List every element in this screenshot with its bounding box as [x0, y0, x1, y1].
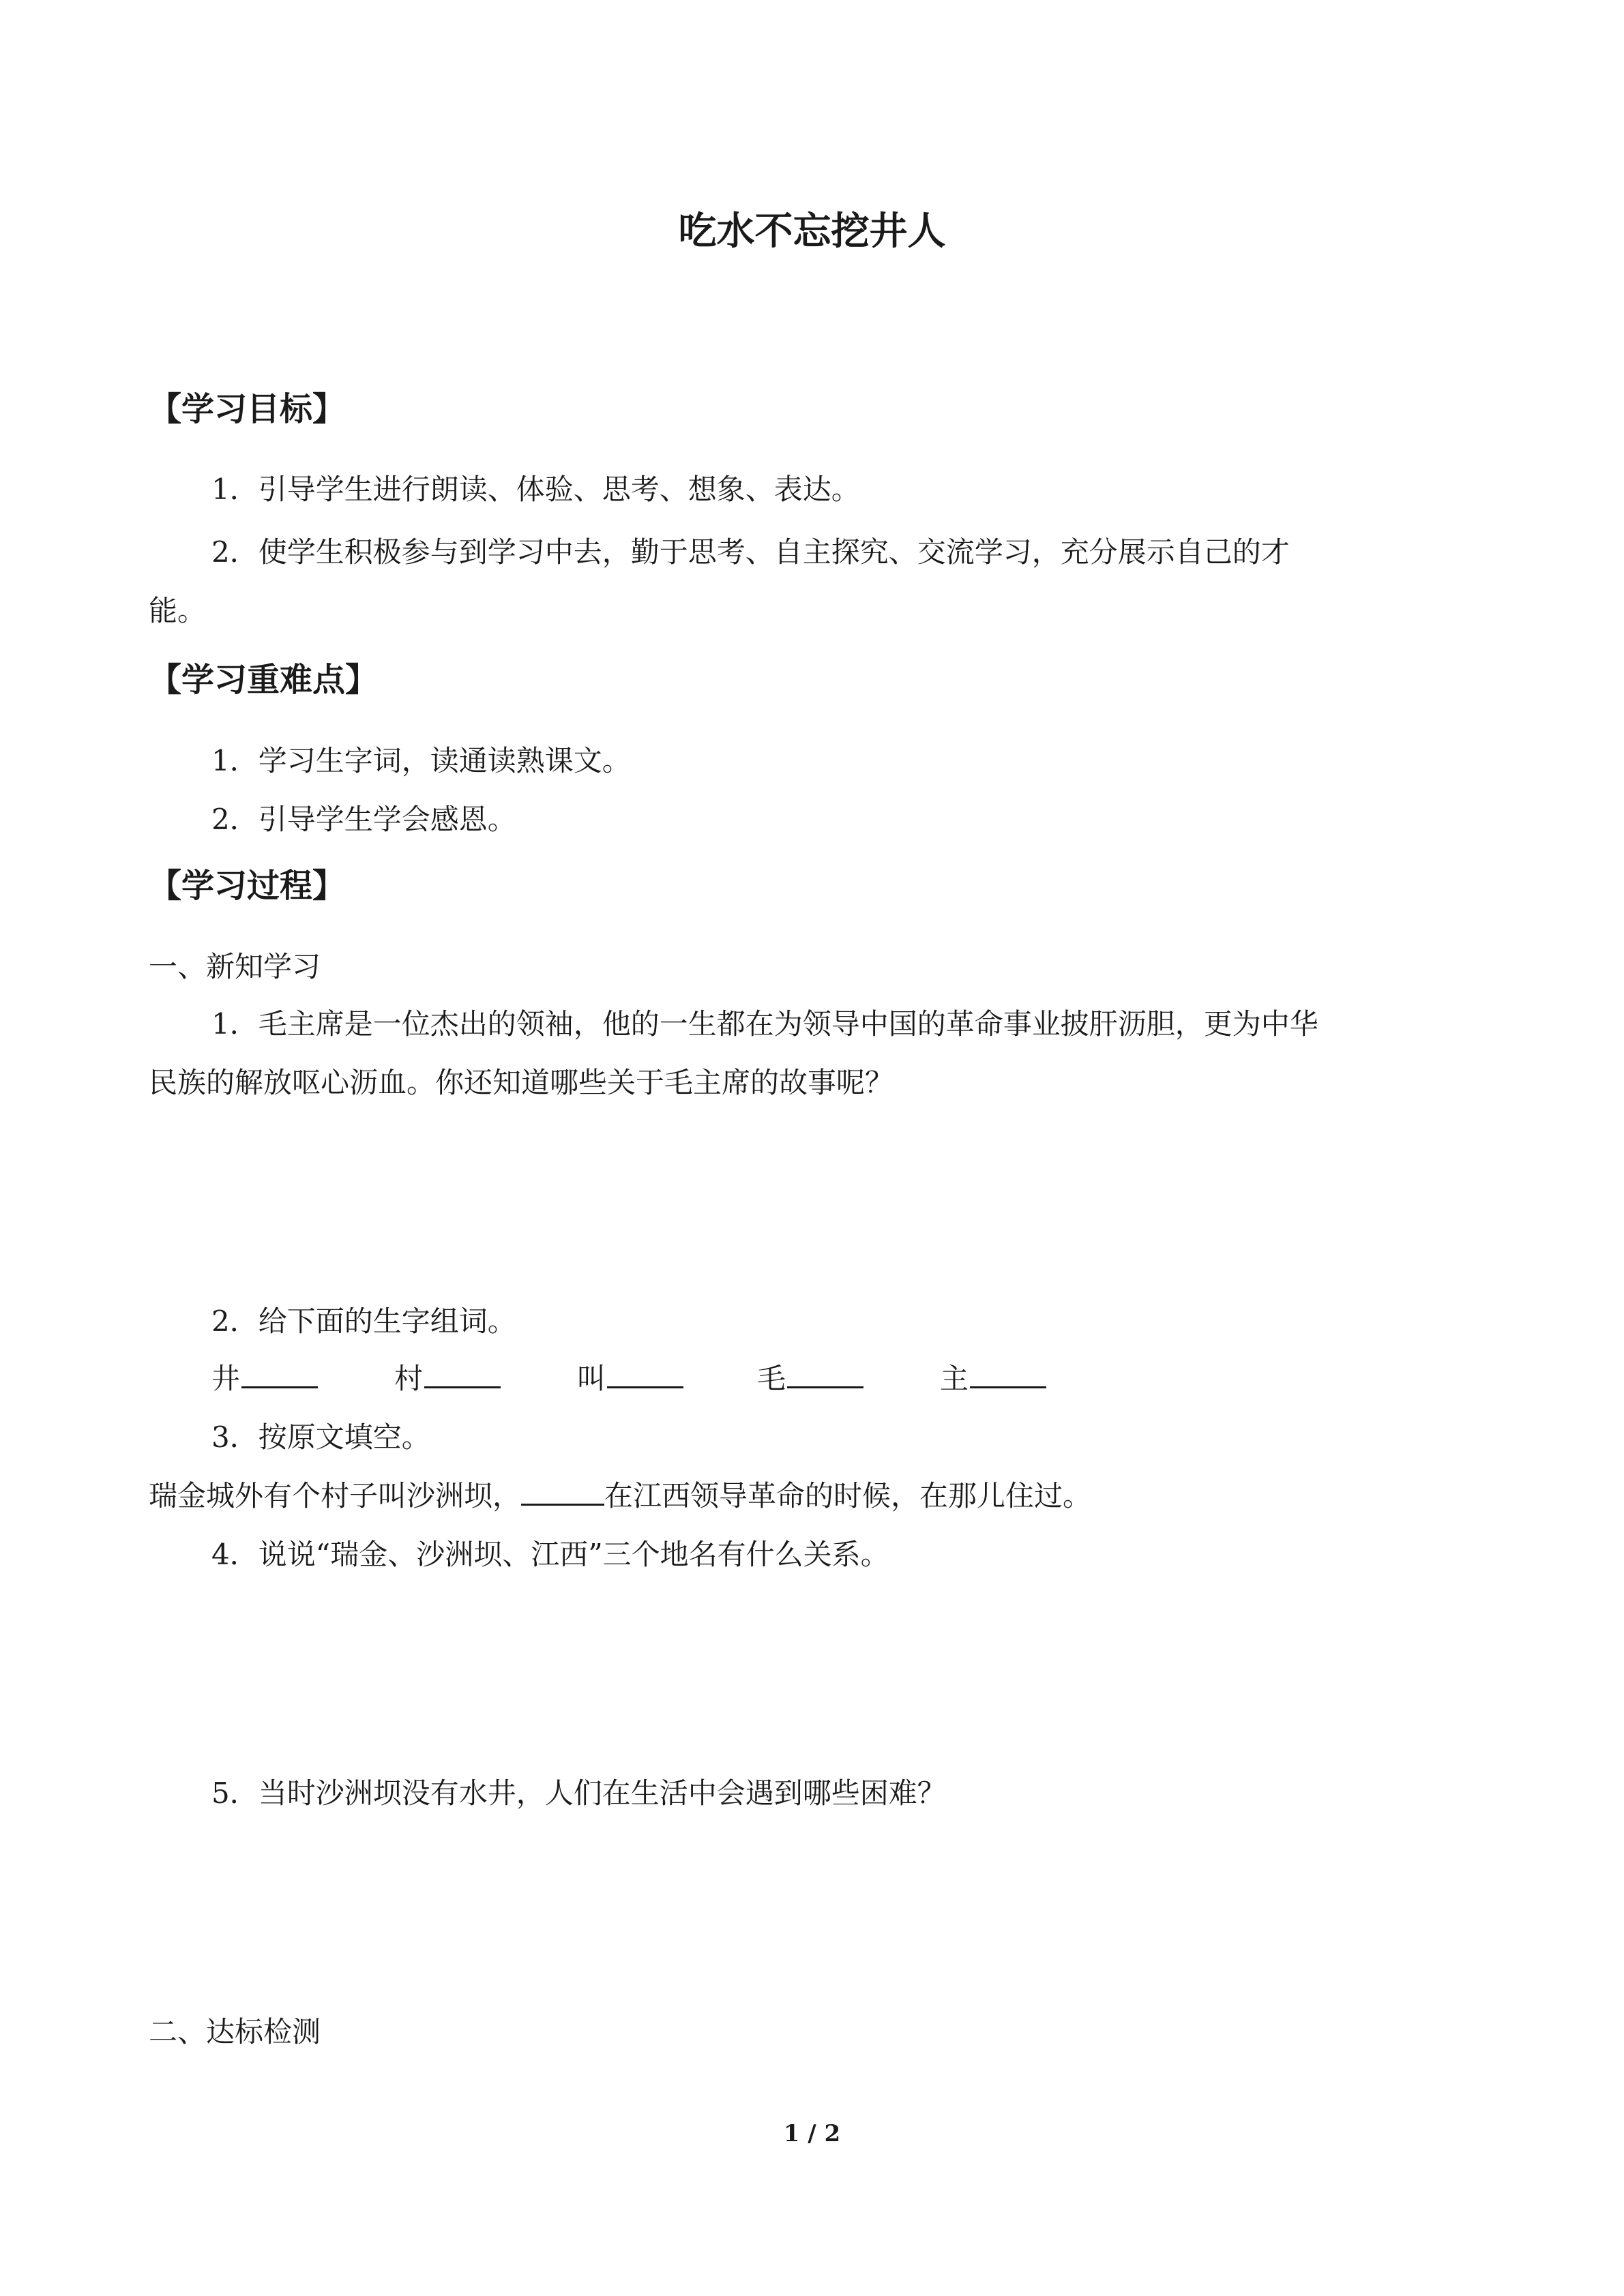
key-point-item-2: 2．引导学生学会感恩。: [211, 803, 516, 836]
word-item-5: [940, 1358, 1046, 1399]
answer-blank[interactable]: [607, 1359, 683, 1388]
objective-item-2-line-2: 能。: [149, 594, 207, 627]
word-char: 叫: [577, 1362, 606, 1395]
fill-blank[interactable]: [521, 1476, 604, 1506]
answer-blank[interactable]: [241, 1359, 318, 1388]
question-3: 3．按原文填空。: [211, 1420, 430, 1454]
process-heading: 【学习过程】: [149, 867, 346, 905]
word-char: 井: [211, 1362, 241, 1395]
question-3-sentence: [149, 1476, 1091, 1517]
word-char: 主: [940, 1362, 969, 1395]
sentence-before-blank: 瑞金城外有个村子叫沙洲坝，: [149, 1479, 522, 1512]
objective-item-1: 1．引导学生进行朗读、体验、思考、想象、表达。: [211, 473, 860, 506]
part1-title: 一、新知学习: [149, 950, 321, 983]
question-2: 2．给下面的生字组词。: [211, 1304, 516, 1338]
word-item-2: [394, 1358, 501, 1399]
word-item-4: [757, 1358, 863, 1399]
page-number: 1 / 2: [783, 2120, 841, 2147]
objective-item-2-line-1: 2．使学生积极参与到学习中去，勤于思考、自主探究、交流学习，充分展示自己的才: [211, 535, 1290, 569]
word-item-3: [577, 1358, 683, 1399]
question-4: 4．说说“瑞金、沙洲坝、江西”三个地名有什么关系。: [211, 1538, 889, 1571]
part2-title: 二、达标检测: [149, 2015, 321, 2048]
answer-blank[interactable]: [787, 1359, 863, 1388]
objectives-heading: 【学习目标】: [149, 390, 346, 428]
question-1-line-1: 1．毛主席是一位杰出的领袖，他的一生都在为领导中国的革命事业披肝沥胆，更为中华: [211, 1007, 1318, 1041]
answer-blank[interactable]: [424, 1359, 501, 1388]
sentence-after-blank: 在江西领导革命的时候，在那儿住过。: [604, 1479, 1092, 1512]
key-points-heading: 【学习重难点】: [149, 661, 379, 699]
key-point-item-1: 1．学习生字词，读通读熟课文。: [211, 744, 631, 777]
word-item-1: [211, 1358, 318, 1399]
question-1-line-2: 民族的解放呕心沥血。你还知道哪些关于毛主席的故事呢？: [149, 1066, 894, 1099]
word-char: 毛: [757, 1362, 786, 1395]
word-char: 村: [394, 1362, 424, 1395]
page-title: 吃水不忘挖井人: [678, 209, 946, 254]
question-5: 5．当时沙洲坝没有水井，人们在生活中会遇到哪些困难？: [211, 1776, 946, 1810]
answer-blank[interactable]: [970, 1359, 1046, 1388]
